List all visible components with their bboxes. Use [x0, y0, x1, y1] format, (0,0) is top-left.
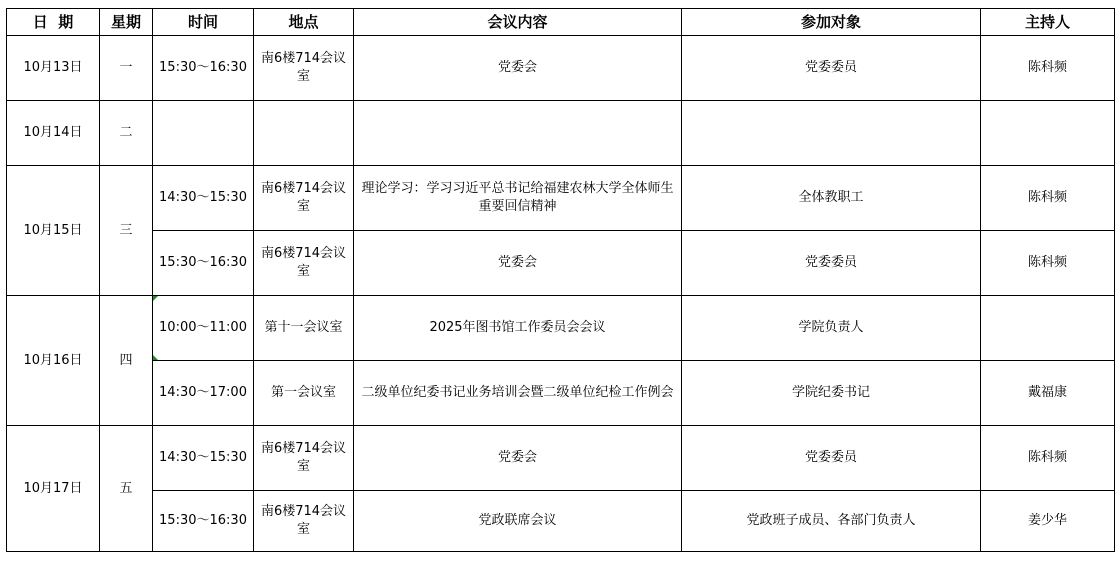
header-location: 地点	[254, 9, 354, 36]
content-cell: 党委会	[354, 426, 682, 491]
location-cell: 南6楼714会议室	[254, 491, 354, 552]
weekday-cell: 三	[100, 166, 153, 296]
location-cell: 第十一会议室	[254, 296, 354, 361]
content-cell: 二级单位纪委书记业务培训会暨二级单位纪检工作例会	[354, 361, 682, 426]
host-cell: 陈科频	[981, 426, 1115, 491]
weekday-cell: 一	[100, 36, 153, 101]
table-row	[7, 166, 1115, 231]
header-time: 时间	[153, 9, 254, 36]
table-row	[7, 101, 1115, 166]
weekday-cell: 四	[100, 296, 153, 426]
header-content: 会议内容	[354, 9, 682, 36]
attendees-cell: 党政班子成员、各部门负责人	[682, 491, 981, 552]
attendees-cell: 学院负责人	[682, 296, 981, 361]
content-cell: 2025年图书馆工作委员会会议	[354, 296, 682, 361]
header-date: 日 期	[7, 9, 100, 36]
date-cell: 10月14日	[7, 101, 100, 166]
time-cell	[153, 101, 254, 166]
host-cell: 陈科频	[981, 166, 1115, 231]
time-cell: 15:30～16:30	[153, 231, 254, 296]
host-cell: 陈科频	[981, 231, 1115, 296]
content-cell: 党委会	[354, 231, 682, 296]
host-cell	[981, 101, 1115, 166]
table-row	[7, 36, 1115, 101]
location-cell	[254, 101, 354, 166]
date-cell: 10月16日	[7, 296, 100, 426]
attendees-cell	[682, 101, 981, 166]
location-cell: 第一会议室	[254, 361, 354, 426]
location-cell: 南6楼714会议室	[254, 426, 354, 491]
attendees-cell: 党委委员	[682, 231, 981, 296]
attendees-cell: 党委委员	[682, 426, 981, 491]
header-attendees: 参加对象	[682, 9, 981, 36]
host-cell: 陈科频	[981, 36, 1115, 101]
location-cell: 南6楼714会议室	[254, 166, 354, 231]
host-cell: 戴福康	[981, 361, 1115, 426]
content-cell: 党政联席会议	[354, 491, 682, 552]
table-row	[7, 426, 1115, 491]
attendees-cell: 党委委员	[682, 36, 981, 101]
date-cell: 10月13日	[7, 36, 100, 101]
date-cell: 10月15日	[7, 166, 100, 296]
host-cell	[981, 296, 1115, 361]
content-cell	[354, 101, 682, 166]
weekday-cell: 二	[100, 101, 153, 166]
header-weekday: 星期	[100, 9, 153, 36]
content-cell: 理论学习：学习习近平总书记给福建农林大学全体师生重要回信精神	[354, 166, 682, 231]
time-cell: 14:30～15:30	[153, 166, 254, 231]
table-row	[7, 361, 1115, 426]
weekday-cell: 五	[100, 426, 153, 552]
time-cell: 14:30～17:00	[153, 361, 254, 426]
content-cell: 党委会	[354, 36, 682, 101]
table-row	[7, 491, 1115, 552]
table-row	[7, 231, 1115, 296]
meeting-schedule-table	[6, 8, 1115, 552]
location-cell: 南6楼714会议室	[254, 231, 354, 296]
host-cell: 姜少华	[981, 491, 1115, 552]
attendees-cell: 学院纪委书记	[682, 361, 981, 426]
attendees-cell: 全体教职工	[682, 166, 981, 231]
time-cell: 10:00～11:00	[153, 296, 254, 361]
header-host: 主持人	[981, 9, 1115, 36]
time-cell: 15:30～16:30	[153, 491, 254, 552]
time-cell: 15:30～16:30	[153, 36, 254, 101]
header-row	[7, 9, 1115, 36]
date-cell: 10月17日	[7, 426, 100, 552]
time-cell: 14:30～15:30	[153, 426, 254, 491]
location-cell: 南6楼714会议室	[254, 36, 354, 101]
table-row	[7, 296, 1115, 361]
